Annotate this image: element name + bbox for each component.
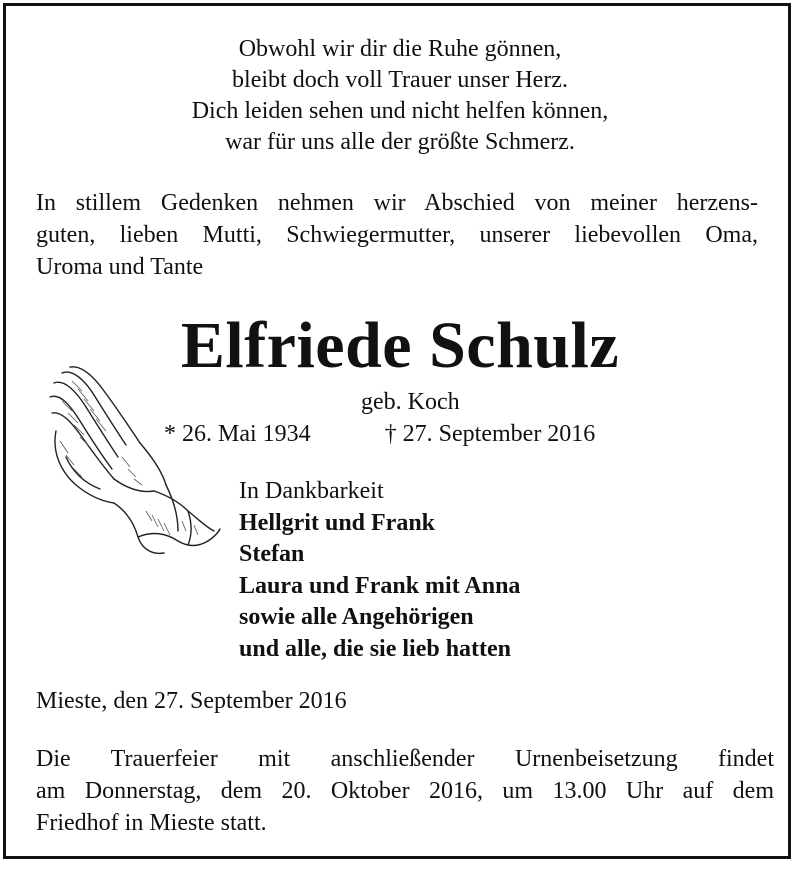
poem-line: war für uns alle der größte Schmerz. [225,129,575,155]
poem-line: Dich leiden sehen und nicht helfen können, [191,98,609,124]
life-dates [164,419,595,449]
place-date: Mieste, den 27. September 2016 [36,688,347,714]
death-date: † 27. September 2016 [384,421,596,447]
mourner-line: Stefan [239,541,305,567]
intro-line: Uroma und Tante [36,254,204,280]
deceased-name: Elfriede Schulz [180,309,620,382]
birth-date: * 26. Mai 1934 [164,421,311,447]
mourner-line: sowie alle Angehörigen [239,604,474,630]
mourner-line: Laura und Frank mit Anna [239,572,521,599]
mourners-block [239,476,520,665]
maiden-name: geb. Koch [361,389,460,415]
poem-line: Obwohl wir dir die Ruhe gönnen, [238,36,562,62]
funeral-line: Die Trauerfeier mit anschließender Urnenbeisetzung findet [36,746,774,772]
intro-line: In stillem Gedenken nehmen wir Abschied von meiner herzens- [36,190,758,216]
obituary-frame [3,3,791,859]
poem [6,34,794,158]
thanks-heading: In Dankbarkeit [239,478,384,504]
funeral-line: Friedhof in Mieste statt. [36,810,267,836]
mourner-line: und alle, die sie lieb hatten [239,635,512,662]
praying-hands-icon [42,361,222,561]
intro-line: guten, lieben Mutti, Schwiegermutter, unserer liebevollen Oma, [36,222,758,248]
poem-line: bleibt doch voll Trauer unser Herz. [232,67,568,93]
mourner-line: Hellgrit und Frank [239,509,436,536]
intro-text [36,187,758,283]
funeral-info [36,743,774,839]
funeral-line: am Donnerstag, dem 20. Oktober 2016, um 13.00 Uhr auf dem [36,778,774,804]
